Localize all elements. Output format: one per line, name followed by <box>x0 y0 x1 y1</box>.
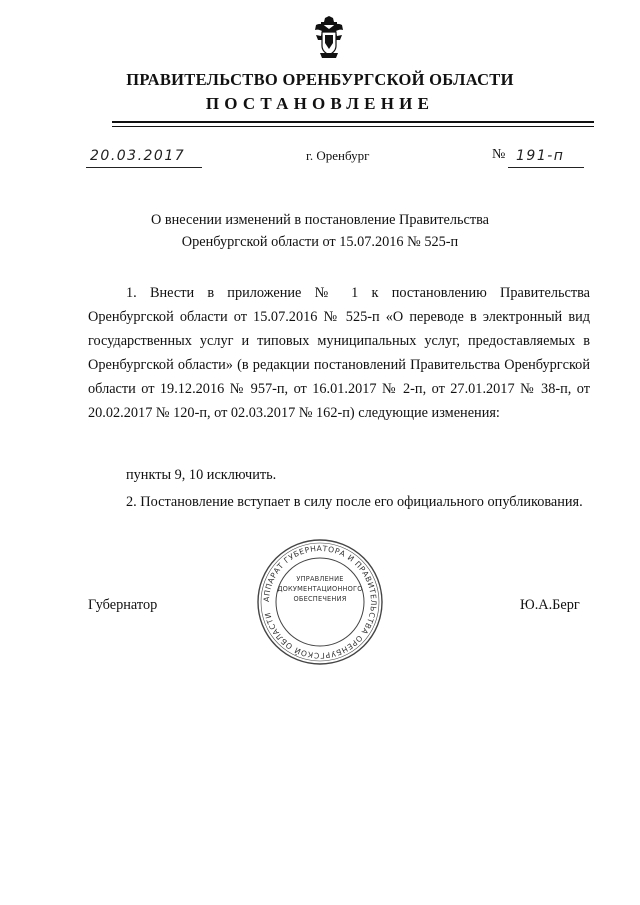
header-rule-thin <box>112 126 594 127</box>
document-type: ПОСТАНОВЛЕНИЕ <box>205 94 435 113</box>
seal-line-3: ОБЕСПЕЧЕНИЯ <box>293 595 347 603</box>
organization-name: ПРАВИТЕЛЬСТВО ОРЕНБУРГСКОЙ ОБЛАСТИ <box>126 70 514 89</box>
date-field <box>86 147 202 168</box>
signatory-name: Ю.А.Берг <box>520 597 580 613</box>
header-rule-thick <box>112 121 594 123</box>
coat-of-arms-icon <box>312 16 346 60</box>
subject-line-2: Оренбургской области от 15.07.2016 № 525-п <box>181 234 459 250</box>
handwritten-date: 20.03.2017 <box>90 148 186 164</box>
seal-center-text <box>256 538 384 666</box>
signatory-title: Губернатор <box>88 597 158 613</box>
seal-line-1: УПРАВЛЕНИЕ <box>296 575 344 583</box>
subject-line-1: О внесении изменений в постановление Правительства <box>150 212 490 228</box>
body-paragraph-1 <box>88 281 590 425</box>
body-paragraph-2 <box>88 463 590 487</box>
number-field <box>508 147 584 168</box>
handwritten-number: 191-п <box>516 148 565 164</box>
body-paragraph-3 <box>88 490 590 514</box>
paragraph-text: пункты 9, 10 исключить. <box>126 467 277 483</box>
seal-ring-text: АППАРАТ ГУБЕРНАТОРА И ПРАВИТЕЛЬСТВА ОРЕНБУРГСКОЙ ОБЛАСТИ <box>261 543 379 661</box>
number-label: № <box>492 147 506 162</box>
seal-line-2: ДОКУМЕНТАЦИОННОГО <box>277 585 363 593</box>
subject-title <box>120 209 520 253</box>
city: г. Оренбург <box>306 148 370 163</box>
paragraph-text: 2. Постановление вступает в силу после его официального опубликования. <box>126 494 583 510</box>
paragraph-text: 1. Внести в приложение № 1 к постановлению Правительства Оренбургской области от 15.07.2016 № 525-п «О переводе в электронный вид государственных услуг и типовых муниципальных услуг, предоставляемых в Оренбургской области» (в редакции постановлений Правительства Оренбургской области от 19.12.2016 № 957-п, от 16.01.2017 № 2-п, от 27.01.2017 № 38-п, от 20.02.2017 № 120-п, от 02.03.2017 № 162-п) следующие изменения: <box>88 285 590 421</box>
